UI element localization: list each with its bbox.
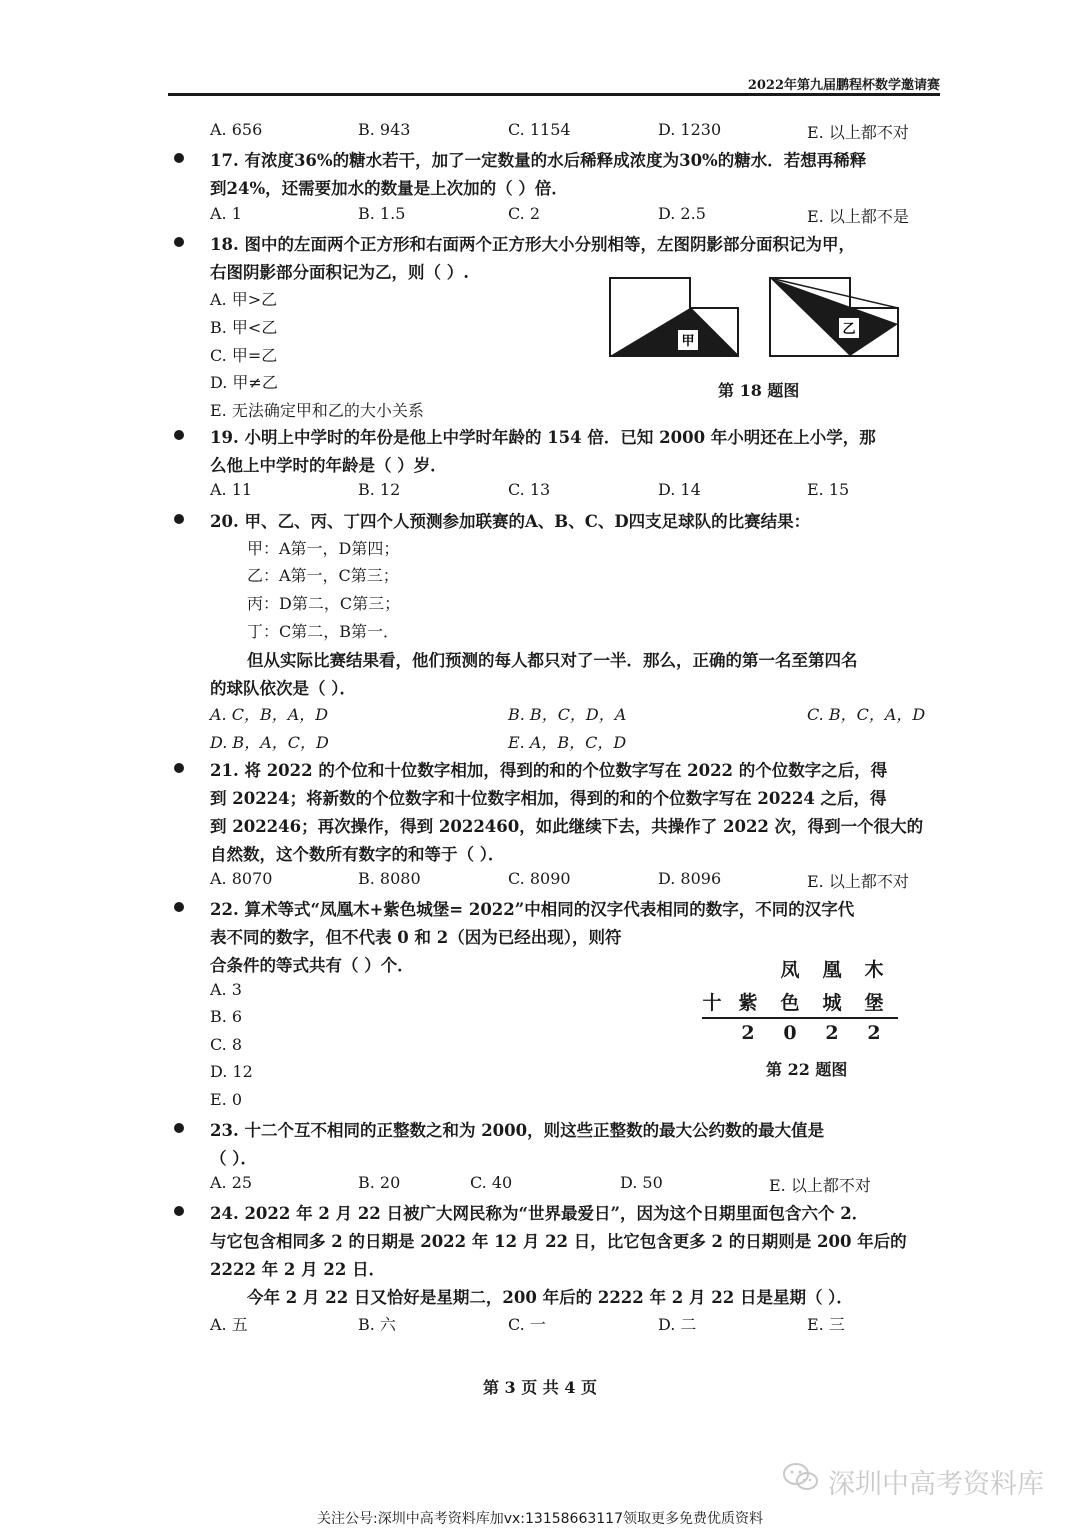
q16-option-b: B. 943 <box>358 120 411 139</box>
q18-option-a: A. 甲>乙 <box>210 290 278 309</box>
q22-fig-row-3 <box>727 1022 895 1044</box>
header-rule <box>168 93 940 96</box>
q21-line-2: 到 20224；将新数的个位数字和十位数字相加，得到的和的个位数字写在 20224 之后，得 <box>210 789 887 808</box>
q19-option-e: E. 15 <box>807 480 850 499</box>
q23-option-d: D. 50 <box>620 1173 663 1192</box>
footer-promo-note: 关注公号:深圳中高考资料库加vx:13158663117领取更多免费优质资料 <box>317 1511 763 1527</box>
q22-fig-char: 城 <box>822 992 842 1014</box>
q22-line-1: 22. 算术等式“凤凰木+紫色城堡= 2022”中相同的汉字代表相同的数字，不同的汉字代 <box>210 900 855 919</box>
q16-option-d: D. 1230 <box>658 120 722 139</box>
q22-line-2: 表不同的数字，但不代表 0 和 2（因为已经出现），则符 <box>210 928 622 947</box>
q21-option-c: C. 8090 <box>508 869 571 888</box>
q20-option-d: D. B，A，C，D <box>210 733 329 752</box>
q22-option-d: D. 12 <box>210 1062 253 1081</box>
q18-option-c: C. 甲=乙 <box>210 346 278 365</box>
question-bullet <box>174 763 184 773</box>
q19-option-b: B. 12 <box>358 480 401 499</box>
question-bullet <box>174 430 184 440</box>
q22-fig-char: 色 <box>780 992 800 1014</box>
q23-option-e: E. 以上都不对 <box>769 1176 871 1195</box>
q22-fig-digit: 2 <box>825 1022 839 1044</box>
q23-option-a: A. 25 <box>210 1173 253 1192</box>
q23-line-2: （ ）． <box>210 1149 257 1168</box>
q20-option-a: A. C，B，A，D <box>210 705 329 724</box>
q18-option-e: E. 无法确定甲和乙的大小关系 <box>210 401 424 420</box>
q20-option-c: C. B，C，A，D <box>807 705 926 724</box>
q22-fig-char: 凤 <box>780 959 800 981</box>
q22-option-a: A. 3 <box>210 980 242 999</box>
q22-fig-char: 木 <box>864 959 884 981</box>
q23-line-1: 23. 十二个互不相同的正整数之和为 2000，则这些正整数的最大公约数的最大值是 <box>210 1121 825 1140</box>
q24-line-3: 2222 年 2 月 22 日． <box>210 1260 386 1279</box>
q18-line-1: 18. 图中的左面两个正方形和右面两个正方形大小分别相等，左图阴影部分面积记为甲， <box>210 235 855 254</box>
q22-line-3: 合条件的等式共有（ ）个． <box>210 956 414 975</box>
q17-option-a: A. 1 <box>210 204 242 223</box>
q17-line-1: 17. 有浓度36%的糖水若干，加了一定数量的水后稀释成浓度为30%的糖水．若想再稀释 <box>210 151 867 170</box>
q21-option-a: A. 8070 <box>210 869 273 888</box>
q17-option-e: E. 以上都不是 <box>807 207 909 226</box>
q19-line-2: 么他上中学时的年龄是（ ）岁． <box>210 456 447 475</box>
q23-option-c: C. 40 <box>470 1173 513 1192</box>
question-bullet <box>174 902 184 912</box>
q20-intro: 20. 甲、乙、丙、丁四个人预测参加联赛的A、B、C、D四支足球队的比赛结果： <box>210 512 811 531</box>
question-bullet <box>174 237 184 247</box>
q23-option-b: B. 20 <box>358 1173 401 1192</box>
q22-fig-digit: 2 <box>741 1022 755 1044</box>
q20-line-1: 但从实际比赛结果看，他们预测的每人都只对了一半．那么，正确的第一名至第四名 <box>247 651 858 670</box>
watermark-text: 深圳中高考资料库 <box>828 1469 1044 1500</box>
q22-fig-row-1 <box>769 955 895 982</box>
q21-line-1: 21. 将 2022 的个位和十位数字相加，得到的和的个位数字写在 2022 的个位数字之后，得 <box>210 761 888 780</box>
page-number: 第 3 页 共 4 页 <box>482 1378 598 1397</box>
q24-option-d: D. 二 <box>658 1315 697 1334</box>
q22-fig-char: 紫 <box>738 992 758 1014</box>
q20-prediction-3: 丙：D第二，C第三； <box>247 594 401 613</box>
q20-option-e: E. A，B，C，D <box>508 733 627 752</box>
q21-option-e: E. 以上都不对 <box>807 872 909 891</box>
q18-fig-left-label: 甲 <box>681 334 695 349</box>
q20-line-2: 的球队依次是（ ）． <box>210 679 356 698</box>
q22-fig-sum-line <box>702 1017 898 1019</box>
q24-option-a: A. 五 <box>210 1315 248 1334</box>
wechat-icon <box>782 1462 820 1492</box>
q22-option-e: E. 0 <box>210 1090 243 1109</box>
q24-line-2: 与它包含相同多 2 的日期是 2022 年 12 月 22 日，比它包含更多 2 的日期则是 200 年后的 <box>210 1232 907 1251</box>
q20-prediction-4: 丁：C第二，B第一． <box>247 622 400 641</box>
q24-line-4: 今年 2 月 22 日又恰好是星期二，200 年后的 2222 年 2 月 22 日是星期（ ）． <box>247 1288 853 1307</box>
q19-option-d: D. 14 <box>658 480 701 499</box>
q22-fig-row-2 <box>697 988 895 1015</box>
q20-option-b: B. B，C，D，A <box>508 705 627 724</box>
q19-option-a: A. 11 <box>210 480 253 499</box>
q22-fig-char: 堡 <box>864 992 884 1014</box>
q17-option-c: C. 2 <box>508 204 541 223</box>
q17-line-2: 到24%，还需要加水的数量是上次加的（ ）倍． <box>210 179 568 198</box>
q19-line-1: 19. 小明上中学时的年份是他上中学时年龄的 154 倍．已知 2000 年小明还在上小学，那 <box>210 428 876 447</box>
question-bullet <box>174 1123 184 1133</box>
q17-option-d: D. 2.5 <box>658 204 706 223</box>
q24-line-1: 24. 2022 年 2 月 22 日被广大网民称为“世界最爱日”，因为这个日期里面包含六个 2． <box>210 1204 869 1223</box>
q16-option-a: A. 656 <box>210 120 263 139</box>
q16-option-c: C. 1154 <box>508 120 571 139</box>
q18-fig-right-label: 乙 <box>842 322 856 337</box>
q16-option-e: E. 以上都不对 <box>807 123 909 142</box>
q21-line-4: 自然数，这个数所有数字的和等于（ ）． <box>210 845 505 864</box>
q22-figure-caption: 第 22 题图 <box>766 1060 848 1079</box>
q24-option-b: B. 六 <box>358 1315 396 1334</box>
q22-fig-digit: 2 <box>867 1022 881 1044</box>
q18-figure-caption: 第 18 题图 <box>718 381 800 400</box>
q21-line-3: 到 202246；再次操作，得到 2022460，如此继续下去，共操作了 2022 次，得到一个很大的 <box>210 817 924 836</box>
question-bullet <box>174 153 184 163</box>
q18-option-d: D. 甲≠乙 <box>210 373 278 392</box>
q18-line-2: 右图阴影部分面积记为乙，则（ ）. <box>210 263 469 282</box>
q22-option-b: B. 6 <box>210 1007 243 1026</box>
question-bullet <box>174 1206 184 1216</box>
q24-option-e: E. 三 <box>807 1315 845 1334</box>
q17-option-b: B. 1.5 <box>358 204 406 223</box>
question-bullet <box>174 514 184 524</box>
exam-header-title: 2022年第九届鹏程杯数学邀请赛 <box>747 78 940 93</box>
q20-prediction-1: 甲：A第一，D第四； <box>247 539 400 558</box>
q18-figure <box>604 272 904 364</box>
q22-fig-char: 凰 <box>822 959 842 981</box>
q21-option-b: B. 8080 <box>358 869 421 888</box>
q21-option-d: D. 8096 <box>658 869 722 888</box>
q19-option-c: C. 13 <box>508 480 551 499</box>
q22-fig-digit: 0 <box>783 1022 797 1044</box>
q20-prediction-2: 乙：A第一，C第三； <box>247 566 399 585</box>
q22-option-c: C. 8 <box>210 1035 243 1054</box>
q22-fig-plus: 十 <box>702 992 722 1014</box>
q24-option-c: C. 一 <box>508 1315 546 1334</box>
q18-option-b: B. 甲<乙 <box>210 318 278 337</box>
